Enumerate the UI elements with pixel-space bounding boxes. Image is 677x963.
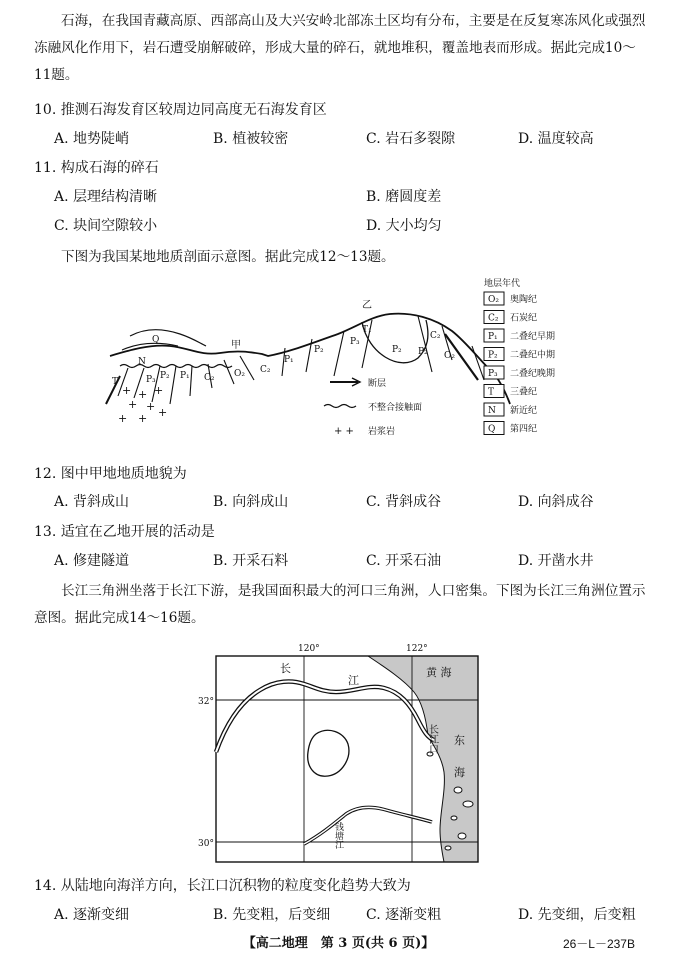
east-sea-label-2: 海 <box>454 766 465 779</box>
svg-text:P₂: P₂ <box>160 371 170 381</box>
stratum-legend <box>484 292 555 435</box>
legend-title: 地层年代 <box>484 279 521 289</box>
q13-option-c[interactable]: C. 开采石油 <box>366 553 442 569</box>
yellow-sea-label: 黄 海 <box>426 666 452 679</box>
label-jia: 甲 <box>231 340 241 351</box>
svg-text:+: + <box>158 406 168 419</box>
magma-body <box>118 384 167 425</box>
sym-unconformity-label: 不整合接触面 <box>368 403 423 413</box>
lat-30-label: 30° <box>198 839 214 849</box>
question-10-stem: 10. 推测石海发育区较周边同高度无石海发育区 <box>34 102 327 118</box>
geology-cross-section-figure <box>100 276 580 444</box>
intro-shihai: 石海，在我国青藏高原、西部高山及大兴安岭北部冻土区均有分布，主要是在反复寒冻风化或强烈冻融风化作用下，岩石遭受崩解破碎，形成大量的碎石，就地堆积，覆盖地表而形成。据此完成10～11题。 <box>34 13 646 83</box>
paper-code: 26－L－237B <box>562 937 635 951</box>
legend-code-4: P₃ <box>488 369 498 379</box>
sym-fault-label: 断层 <box>368 379 387 389</box>
legend-label-7: 第四纪 <box>510 424 538 435</box>
question-13-stem: 13. 适宜在乙地开展的活动是 <box>34 524 215 540</box>
legend-code-7: Q <box>488 424 496 435</box>
q-layer-boundary <box>130 330 206 346</box>
svg-text:+: + <box>138 388 148 401</box>
q11-option-a[interactable]: A. 层理结构清晰 <box>54 189 158 205</box>
q14-option-b[interactable]: B. 先变粗，后变细 <box>213 907 331 923</box>
svg-text:+: + <box>154 384 164 397</box>
question-12-stem: 12. 图中甲地地质地貌为 <box>34 466 187 482</box>
q12-option-a[interactable]: A. 背斜成山 <box>54 494 130 510</box>
svg-text:O₂: O₂ <box>444 351 455 361</box>
svg-text:T₁: T₁ <box>362 325 372 335</box>
svg-text:T: T <box>112 377 119 387</box>
question-14-stem: 14. 从陆地向海洋方向，长江口沉积物的粒度变化趋势大致为 <box>34 878 411 894</box>
qiantang-river-outline <box>304 807 432 844</box>
svg-text:Q: Q <box>152 335 160 345</box>
svg-text:P₃: P₃ <box>350 337 360 347</box>
svg-text:P₁: P₁ <box>284 355 294 365</box>
svg-text:C₂: C₂ <box>430 331 441 341</box>
intro-delta: 长江三角洲坐落于长江下游，是我国面积最大的河口三角洲，人口密集。下图为长江三角洲位置示意图。据此完成14～16题。 <box>34 583 646 626</box>
page-footer: 【高二地理 第 3 页(共 6 页)】 <box>242 936 435 951</box>
stratum-labels <box>112 325 455 387</box>
lat-32-label: 32° <box>198 697 214 707</box>
svg-text:+: + <box>122 384 132 397</box>
svg-text:C₂: C₂ <box>260 365 271 375</box>
svg-text:+: + <box>118 412 128 425</box>
legend-code-5: T <box>488 387 495 398</box>
river-label-jiang: 江 <box>348 674 359 687</box>
q12-option-c[interactable]: C. 背斜成谷 <box>366 494 442 510</box>
q11-option-b[interactable]: B. 磨圆度差 <box>366 189 442 205</box>
label-yi: 乙 <box>362 300 372 311</box>
q13-option-d[interactable]: D. 开凿水井 <box>518 553 594 569</box>
legend-label-1: 石炭纪 <box>510 313 538 324</box>
q11-option-d[interactable]: D. 大小均匀 <box>366 218 442 234</box>
question-11-stem: 11. 构成石海的碎石 <box>34 160 159 176</box>
q10-option-a[interactable]: A. 地势陡峭 <box>54 131 130 147</box>
legend-code-3: P₂ <box>488 350 498 361</box>
unconformity-symbol <box>324 405 356 408</box>
legend-label-4: 二叠纪晚期 <box>510 369 556 379</box>
legend-code-6: N <box>488 406 496 416</box>
legend-label-0: 奥陶纪 <box>510 295 538 305</box>
intro-geology: 下图为我国某地地质剖面示意图。据此完成12～13题。 <box>61 249 395 265</box>
svg-text:P₃: P₃ <box>146 375 156 385</box>
svg-text:+: + <box>138 412 148 425</box>
east-sea-label-1: 东 <box>454 734 465 747</box>
svg-text:P₂: P₂ <box>314 345 324 355</box>
svg-text:N: N <box>138 357 146 367</box>
svg-text:C₂: C₂ <box>204 373 215 383</box>
svg-text:P₁: P₁ <box>180 371 190 381</box>
q13-option-b[interactable]: B. 开采石料 <box>213 553 289 569</box>
svg-text:O₂: O₂ <box>234 369 245 379</box>
q12-option-d[interactable]: D. 向斜成谷 <box>518 494 594 510</box>
q10-option-b[interactable]: B. 植被较密 <box>213 131 289 147</box>
lon-120-label: 120° <box>298 644 320 654</box>
svg-text:P₂: P₂ <box>418 347 428 357</box>
svg-text:+: + <box>128 398 138 411</box>
sym-magma-label: 岩浆岩 <box>368 427 396 437</box>
q10-option-d[interactable]: D. 温度较高 <box>518 131 594 147</box>
q13-option-a[interactable]: A. 修建隧道 <box>54 553 130 569</box>
q14-option-a[interactable]: A. 逐渐变细 <box>54 907 130 923</box>
qiantang-river <box>304 807 432 844</box>
legend-label-2: 二叠纪早期 <box>510 332 556 342</box>
q12-option-b[interactable]: B. 向斜成山 <box>213 494 289 510</box>
q11-option-c[interactable]: C. 块间空隙较小 <box>54 218 158 234</box>
legend-label-3: 二叠纪中期 <box>510 350 556 361</box>
lon-122-label: 122° <box>406 644 428 654</box>
qiantang-label: 钱塘江 <box>333 822 343 849</box>
river-label-chang: 长 <box>280 662 291 675</box>
q14-option-d[interactable]: D. 先变细，后变粗 <box>518 907 636 923</box>
svg-text:P₂: P₂ <box>392 345 402 355</box>
legend-label-6: 新近纪 <box>510 406 538 416</box>
legend-code-1: C₂ <box>488 313 499 324</box>
q10-option-c[interactable]: C. 岩石多裂隙 <box>366 131 456 147</box>
legend-label-5: 三叠纪 <box>510 387 538 398</box>
legend-code-0: O₂ <box>488 295 499 305</box>
yangtze-delta-map <box>196 640 486 868</box>
magma-symbol: + + <box>334 426 354 437</box>
taihu-lake <box>308 730 349 776</box>
svg-text:+: + <box>146 400 156 413</box>
changjiangkou-label: 长江口 <box>426 724 438 754</box>
q14-option-c[interactable]: C. 逐渐变粗 <box>366 907 442 923</box>
legend-code-2: P₁ <box>488 332 498 342</box>
